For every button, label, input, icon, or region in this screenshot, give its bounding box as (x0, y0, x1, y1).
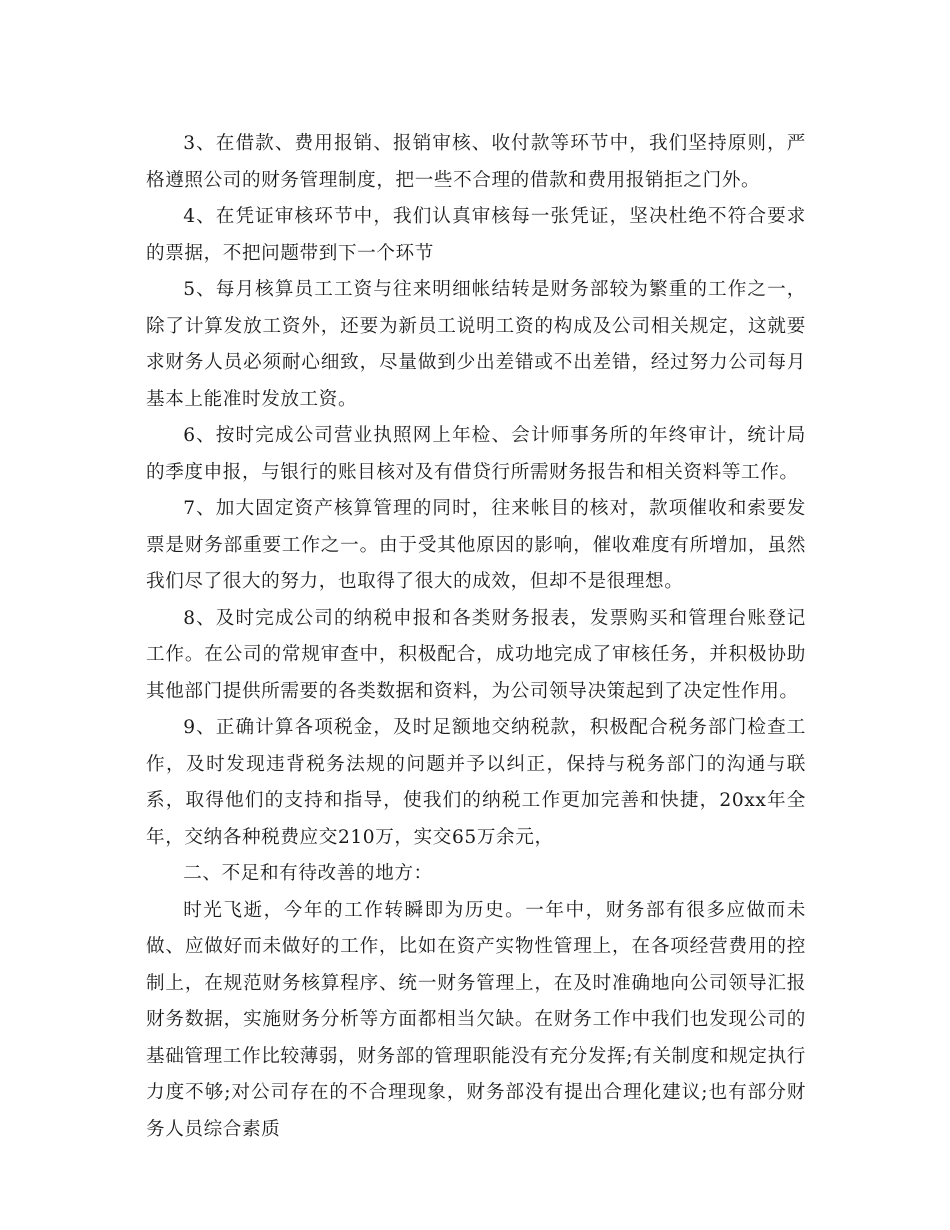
paragraph-item-6: 6、按时完成公司营业执照网上年检、会计师事务所的年终审计，统计局的季度申报，与银行的账目核对及有借贷行所需财务报告和相关资料等工作。 (146, 425, 806, 483)
document-body (146, 126, 806, 1148)
paragraph-item-3: 3、在借款、费用报销、报销审核、收付款等环节中，我们坚持原则，严格遵照公司的财务管理制度，把一些不合理的借款和费用报销拒之门外。 (146, 133, 806, 191)
paragraph-item-7: 7、加大固定资产核算管理的同时，往来帐目的核对，款项催收和索要发票是财务部重要工作之一。由于受其他原因的影响，催收难度有所增加，虽然我们尽了很大的努力，也取得了很大的成效，但却不是很理想。 (146, 498, 806, 592)
paragraph-item-5: 5、每月核算员工工资与往来明细帐结转是财务部较为繁重的工作之一，除了计算发放工资外，还要为新员工说明工资的构成及公司相关规定，这就要求财务人员必须耐心细致，尽量做到少出差错或不出差错，经过努力公司每月基本上能准时发放工资。 (146, 279, 806, 410)
paragraph-item-9: 9、正确计算各项税金，及时足额地交纳税款，积极配合税务部门检查工作，及时发现违背税务法规的问题并予以纠正，保持与税务部门的沟通与联系，取得他们的支持和指导，使我们的纳税工作更加完善和快捷，20xx年全年，交纳各种税费应交210万，实交65万余元， (146, 717, 806, 848)
paragraph-shortcomings-body: 时光飞逝，今年的工作转瞬即为历史。一年中，财务部有很多应做而未做、应做好而未做好的工作，比如在资产实物性管理上，在各项经营费用的控制上，在规范财务核算程序、统一财务管理上，在及时准确地向公司领导汇报财务数据，实施财务分析等方面都相当欠缺。在财务工作中我们也发现公司的基础管理工作比较薄弱，财务部的管理职能没有充分发挥;有关制度和规定执行力度不够;对公司存在的不合理现象，财务部没有提出合理化建议;也有部分财务人员综合素质 (146, 899, 806, 1140)
paragraph-item-4: 4、在凭证审核环节中，我们认真审核每一张凭证，坚决杜绝不符合要求的票据，不把问题带到下一个环节 (146, 206, 806, 264)
section-heading-shortcomings: 二、不足和有待改善的地方： (183, 863, 433, 884)
paragraph-item-8: 8、及时完成公司的纳税申报和各类财务报表，发票购买和管理台账登记工作。在公司的常规审查中，积极配合，成功地完成了审核任务，并积极协助其他部门提供所需要的各类数据和资料，为公司领导决策起到了决定性作用。 (146, 607, 806, 702)
